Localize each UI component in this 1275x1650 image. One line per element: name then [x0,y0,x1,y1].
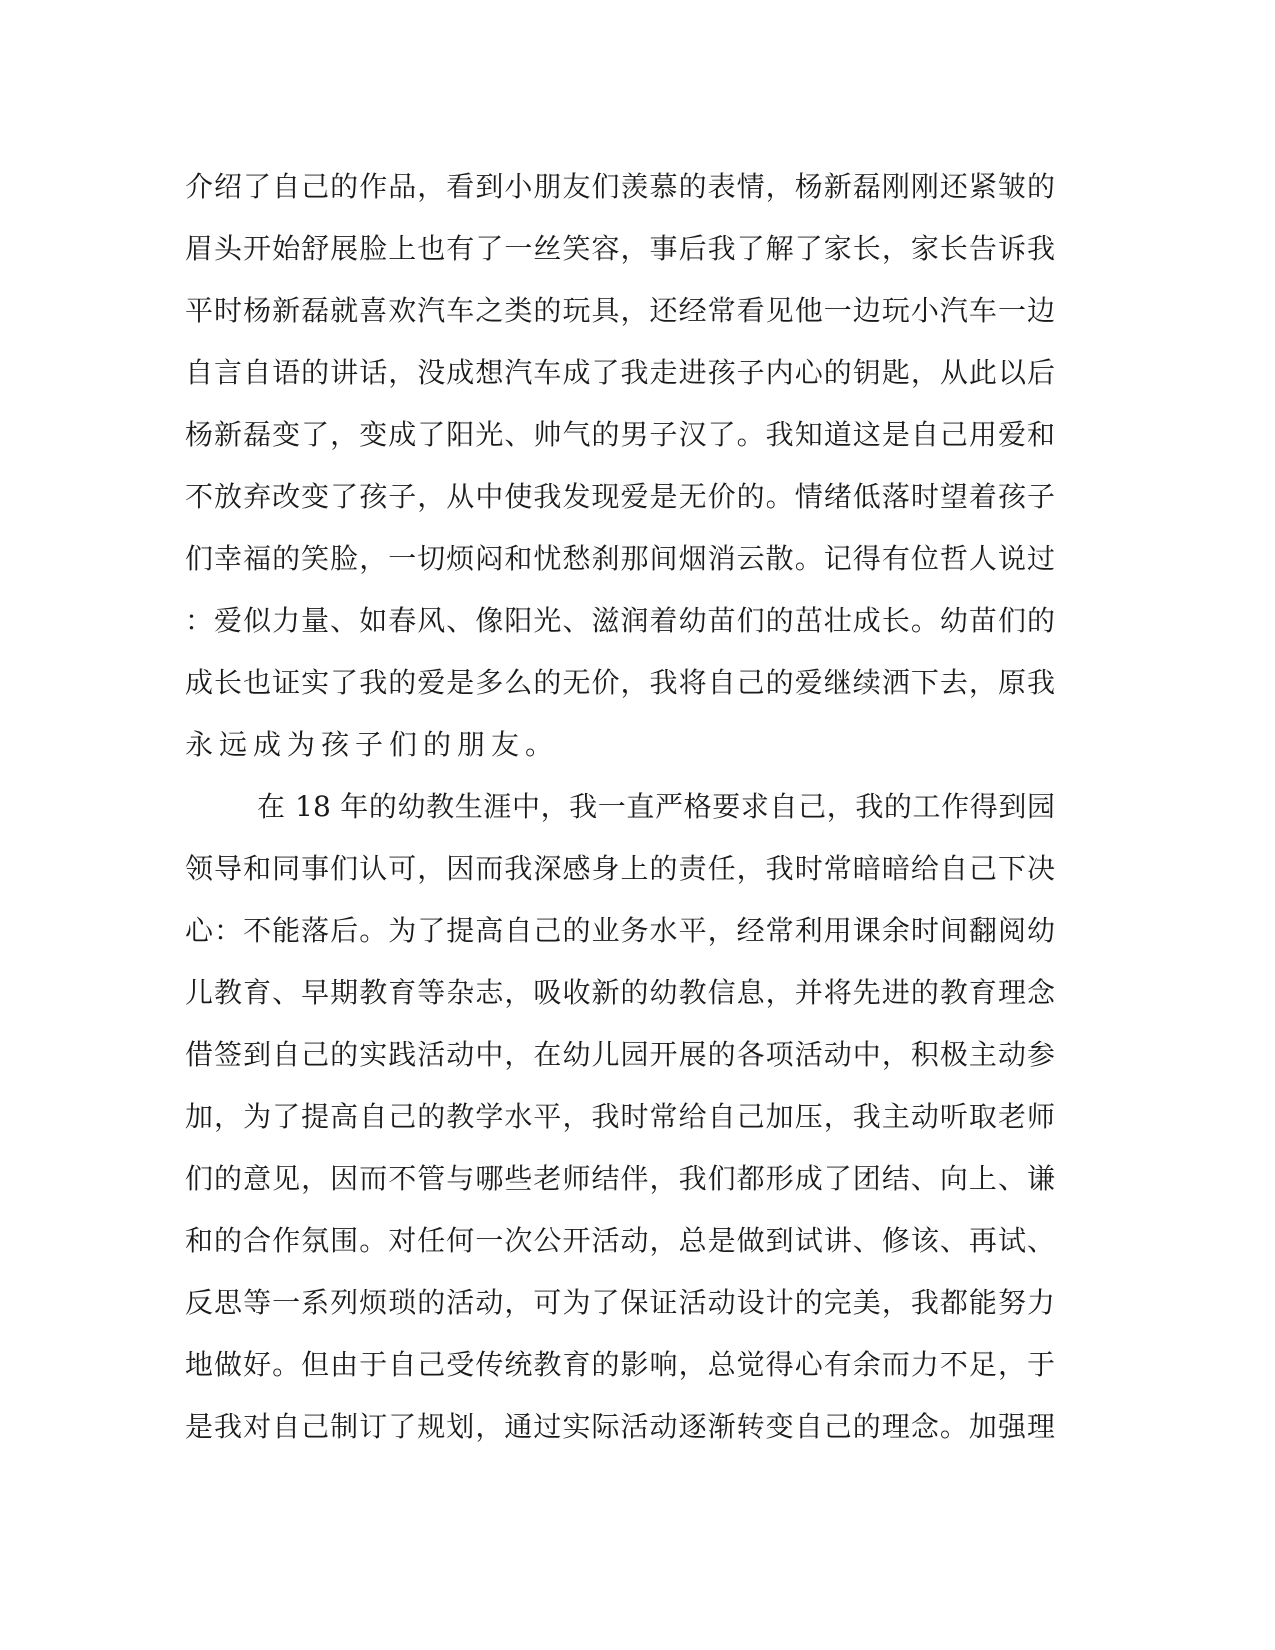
text-line: 借签到自己的实践活动中，在幼儿园开展的各项活动中，积极主动参 [185,1038,1055,1071]
text-line: 永远成为孩子们的朋友。 [185,728,560,761]
text-line: 和的合作氛围。对任何一次公开活动，总是做到试讲、修该、再试、 [185,1224,1055,1257]
text-line: 反思等一系列烦琐的活动，可为了保证活动设计的完美，我都能努力 [185,1286,1055,1319]
text-line: 自言自语的讲话，没成想汽车成了我走进孩子内心的钥匙，从此以后 [185,356,1055,389]
text-line: 介绍了自己的作品，看到小朋友们羡慕的表情，杨新磊刚刚还紧皱的 [185,170,1055,203]
text-line: ：爱似力量、如春风、像阳光、滋润着幼苗们的茁壮成长。幼苗们的 [185,604,1055,637]
text-line: 地做好。但由于自己受传统教育的影响，总觉得心有余而力不足，于 [185,1348,1055,1381]
text-line: 儿教育、早期教育等杂志，吸收新的幼教信息，并将先进的教育理念 [185,976,1055,1009]
text-line: 加，为了提高自己的教学水平，我时常给自己加压，我主动听取老师 [185,1100,1055,1133]
text-line: 成长也证实了我的爱是多么的无价，我将自己的爱继续洒下去，原我 [185,666,1055,699]
paragraph-2 [185,776,1055,1458]
text-line: 平时杨新磊就喜欢汽车之类的玩具，还经常看见他一边玩小汽车一边 [185,294,1055,327]
text-line: 心：不能落后。为了提高自己的业务水平，经常利用课余时间翻阅幼 [185,914,1055,947]
text-line: 在 18 年的幼教生涯中，我一直严格要求自己，我的工作得到园 [257,790,1055,823]
text-line: 们幸福的笑脸，一切烦闷和忧愁刹那间烟消云散。记得有位哲人说过 [185,542,1055,575]
text-line: 眉头开始舒展脸上也有了一丝笑容，事后我了解了家长，家长告诉我 [185,232,1055,265]
paragraph-1 [185,156,1055,776]
text-line: 们的意见，因而不管与哪些老师结伴，我们都形成了团结、向上、谦 [185,1162,1055,1195]
text-line: 杨新磊变了，变成了阳光、帅气的男子汉了。我知道这是自己用爱和 [185,418,1055,451]
text-line: 领导和同事们认可，因而我深感身上的责任，我时常暗暗给自己下决 [185,852,1055,885]
text-line: 是我对自己制订了规划，通过实际活动逐渐转变自己的理念。加强理 [185,1410,1055,1443]
body-text [185,156,1055,1458]
text-line: 不放弃改变了孩子，从中使我发现爱是无价的。情绪低落时望着孩子 [185,480,1055,513]
